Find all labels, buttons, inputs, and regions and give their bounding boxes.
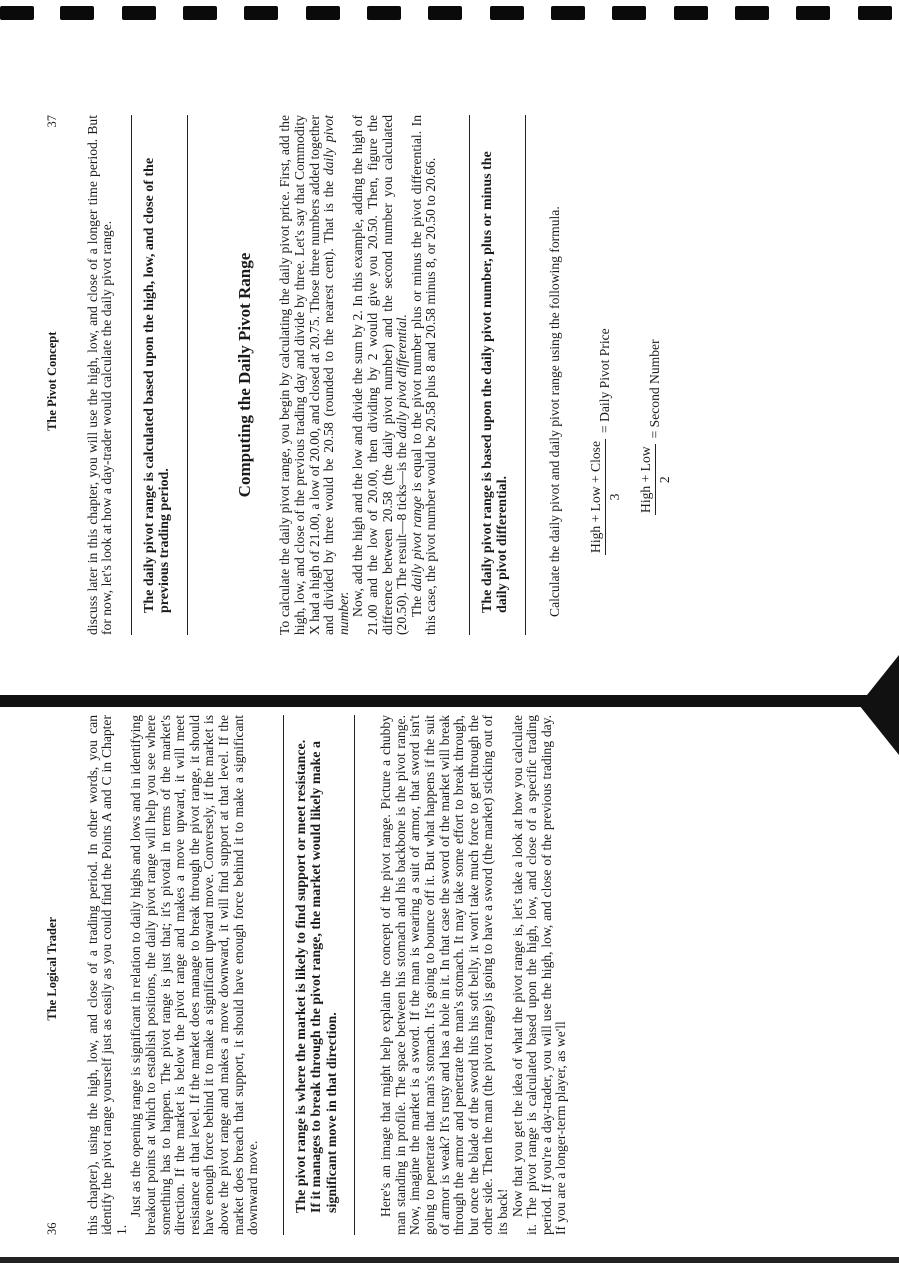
- binding-hole: [306, 6, 340, 20]
- running-head: [45, 115, 60, 635]
- binding-hole: [183, 6, 217, 20]
- paragraph: this chapter), using the high, low, and close of a trading period. In other words, you can identify the pivot range yourself just as easily as you could find the Points A and C in Chapter 1.: [84, 715, 129, 1235]
- bottom-edge: [0, 1257, 899, 1263]
- paragraph-text: is equal to the pivot number plus or minus the pivot differential. In this case, the pivot number would be 20.58 plus 8 and 20.58 minus 8, or 20.50 to 20.66.: [408, 115, 439, 635]
- binding-hole: [428, 6, 462, 20]
- page-36: [45, 715, 895, 1235]
- page-fold: [0, 695, 899, 707]
- running-head: [45, 715, 60, 1235]
- emphasis-text: daily pivot number.: [321, 115, 351, 635]
- formula-result: = Daily Pivot Price: [597, 328, 613, 433]
- binding-hole: [367, 6, 401, 20]
- binding-hole: [612, 6, 646, 20]
- fraction-numerator: High + Low + Close: [589, 439, 607, 555]
- fraction-denominator: 3: [607, 493, 623, 501]
- page-number: 37: [45, 115, 59, 128]
- paragraph: discuss later in this chapter, you will use the high, low, and close of a longer time period. But for now, let's look at how a day-trader would calculate the daily pivot range.: [84, 115, 115, 635]
- fraction-numerator: High + Low: [639, 444, 657, 515]
- paragraph-text: The: [408, 591, 424, 617]
- fraction: [639, 444, 673, 515]
- callout-rule-bottom: [354, 715, 355, 1235]
- formula-block: [589, 115, 673, 555]
- callout-rule-bottom: [187, 115, 188, 635]
- callout: [283, 715, 356, 1235]
- binding-hole: [674, 6, 708, 20]
- paragraph: [410, 115, 439, 635]
- callout: [131, 115, 188, 635]
- formula-daily-pivot: [589, 115, 623, 555]
- emphasis-text: daily pivot range: [408, 496, 424, 592]
- section-heading: Computing the Daily Pivot Range: [234, 252, 254, 498]
- binding-hole: [735, 6, 769, 20]
- binding-hole: [490, 6, 524, 20]
- fraction-denominator: 2: [657, 476, 673, 484]
- paragraph: Just as the opening range is significant in relation to daily highs and lows and in identifying breakout points at which to establish positions, the daily pivot range will help you see where something has to happen. The pivot range is just that; it's pivotal in terms of the market's direction. If the market is below the pivot range and makes a move upward, it will meet resistance at that level. If the market does manage to break through the pivot range, it should have enough force behind it to make a significant upward move. Conversely, if the market is above the pivot range and makes a move downward, it will find support at that level. If the market does breach that support, it should have enough force behind it to make a significant downward move.: [128, 715, 261, 1235]
- paragraph: Calculate the daily pivot and daily pivot range using the following formula.: [546, 206, 562, 617]
- paragraph: [278, 115, 351, 635]
- paragraph: Here's an image that might help explain the concept of the pivot range. Picture a chubby man standing in profile. The space between his stomach and his backbone is the pivot range. Now, imagine the market is a sword. If the man is wearing a suit of armor, that sword isn't going to penetrate that man's stomach. It's going to bounce off it. But what happens if the suit of armor is weak? It's rusty and has a hole in it. In that case the sword of the market will break through the armor and penetrate the man's stomach. It may take some effort to break through, but once the blade of the sword hits his soft belly, it won't take much force to get through the other side. Then the man (the pivot range) is going to have a sword (the market) sticking out of its back!: [378, 715, 510, 1235]
- formula-result: = Second Number: [647, 339, 663, 439]
- binding-hole: [0, 6, 34, 20]
- binding-hole: [244, 6, 278, 20]
- emphasis-text: daily pivot differential.: [394, 314, 410, 439]
- paragraph: [351, 115, 409, 635]
- binding-hole: [796, 6, 830, 20]
- callout-text: The pivot range is where the market is likely to find support or meet resistance. If it manages to break through the pivot range, the market would likely make a significant move in that direction.: [293, 739, 340, 1213]
- paragraph-text: To calculate the daily pivot range, you begin by calculating the daily pivot price. First, add the high, low, and close of the previous trading day and divide by three. Let's say that Commodity X had a high of 21.00, a low of 20.00, and closed at 20.75. Those three numbers added together and divided by three would be 20.58 (rounded to the nearest cent). That is the: [277, 115, 337, 635]
- running-head-title: The Logical Trader: [45, 916, 59, 1021]
- page-body: [86, 715, 569, 1235]
- page-body: [86, 115, 673, 635]
- binding-hole: [60, 6, 94, 20]
- callout: [469, 115, 526, 635]
- page-number: 36: [45, 1222, 59, 1235]
- binding-hole: [858, 6, 892, 20]
- binding-hole: [551, 6, 585, 20]
- callout-text: The daily pivot range is calculated based upon the high, low, and close of the previous trading period.: [141, 157, 173, 613]
- formula-second-number: [639, 115, 673, 515]
- page-37: [45, 115, 895, 635]
- paragraph: Now that you get the idea of what the pivot range is, let's take a look at how you calculate it. The pivot range is calculated based upon the high, low, and close of a specific trading period. If you're a day-trader, you will use the high, low, and close of the previous trading day. If you are a longer-term player, as we'll: [509, 715, 569, 1235]
- binding-hole: [122, 6, 156, 20]
- binding-holes: [0, 6, 899, 22]
- running-head-title: The Pivot Concept: [45, 331, 59, 431]
- fraction: [589, 439, 623, 555]
- paragraph-text: Now, add the high and the low and divide the sum by 2. In this example, adding the high of 21.00 and the low of 20.00, then dividing by 2 would give you 20.50. Then, figure the difference between 20.58 (the daily pivot number) and the second number you calculated (20.50). The result—8 ticks—is the: [350, 115, 410, 635]
- callout-text: The daily pivot range is based upon the daily pivot number, plus or minus the daily pivot differential.: [479, 151, 511, 613]
- callout-rule-bottom: [525, 115, 526, 635]
